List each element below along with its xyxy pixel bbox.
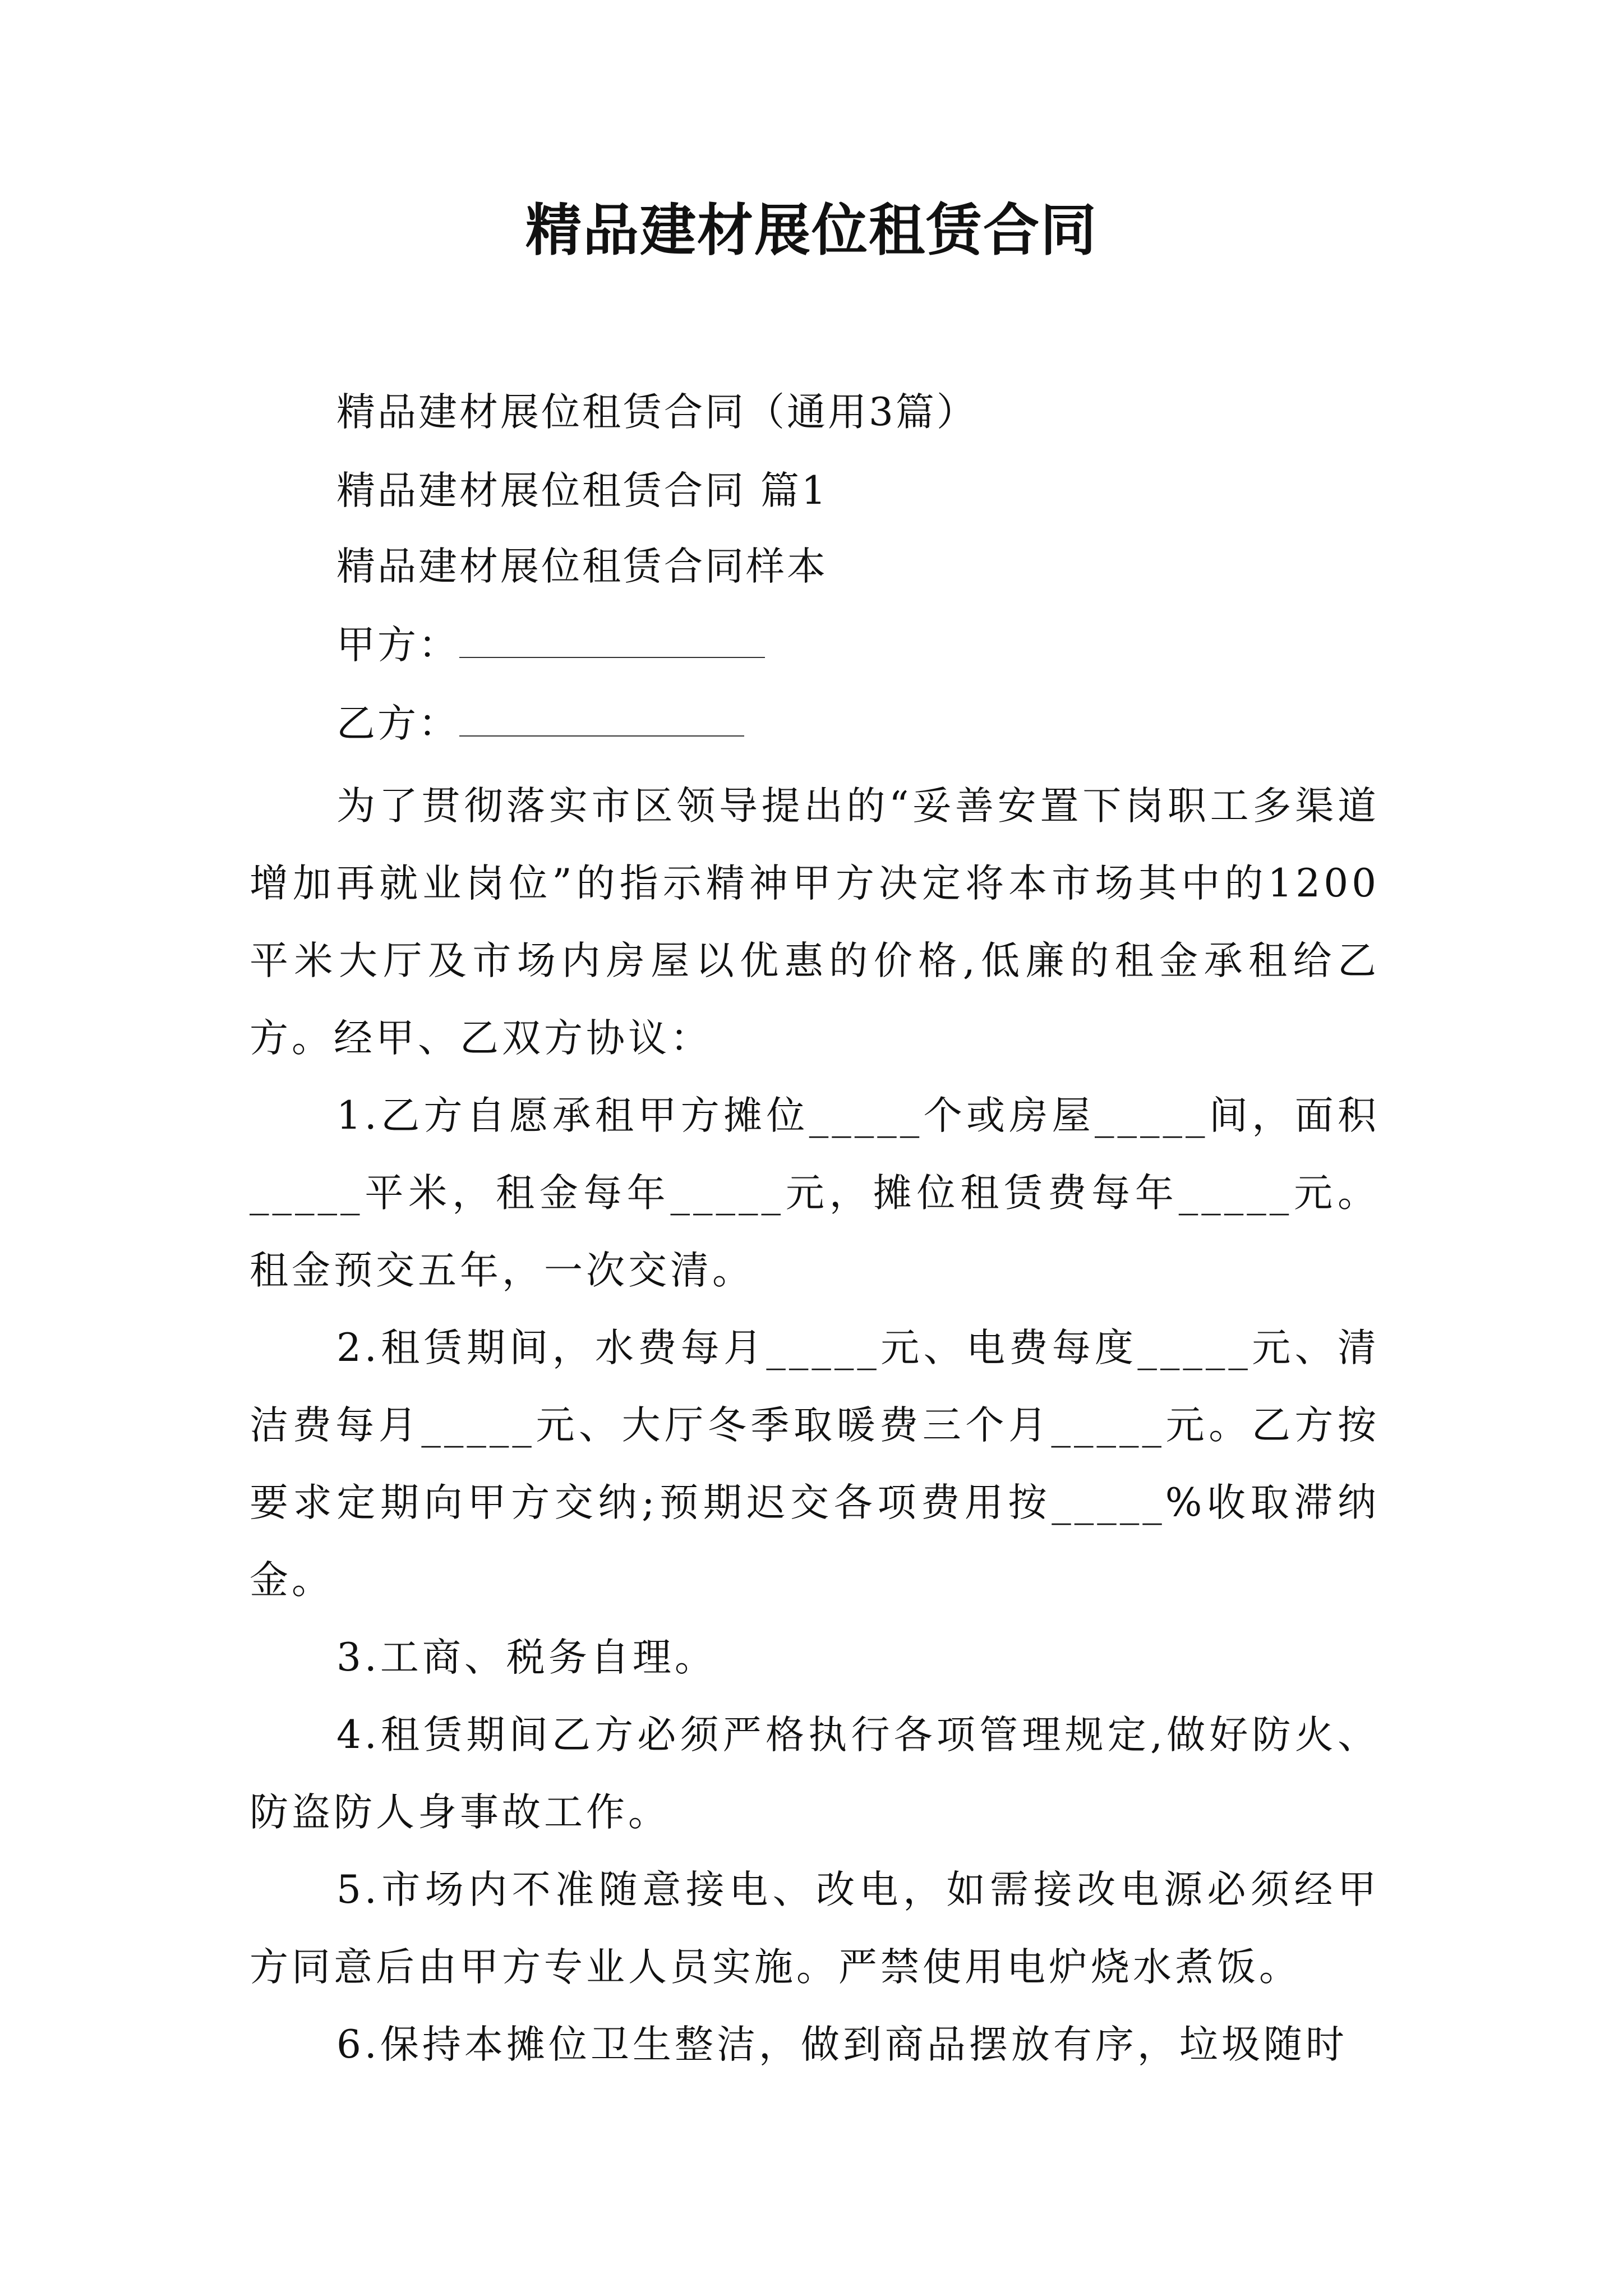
party-b-line (336, 696, 744, 752)
party-a-line (336, 617, 765, 673)
subtitle-general: 精品建材展位租赁合同（通用3篇） (336, 390, 978, 435)
paragraph-clause-4: 4.租赁期间乙方必须严格执行各项管理规定,做好防火、防盗防人身事故工作。 (250, 1713, 1380, 1835)
paragraph-clause-1: 1.乙方自愿承租甲方摊位_____个或房屋_____间，面积_____平米，租金每年_____元，摊位租赁费每年_____元。租金预交五年，一次交清。 (250, 1093, 1380, 1293)
paragraph-clause-5: 5.市场内不准随意接电、改电，如需接改电源必须经甲方同意后由甲方专业人员实施。严禁使用电炉烧水煮饭。 (250, 1867, 1380, 1990)
paragraph-intro: 为了贯彻落实市区领导提出的“妥善安置下岗职工多渠道增加再就业岗位”的指示精神甲方决定将本市场其中的1200平米大厅及市场内房屋以优惠的价格,低廉的租金承租给乙方。经甲、乙双方协议： (250, 784, 1380, 1061)
paragraph-clause-6: 6.保持本摊位卫生整洁，做到商品摆放有序，垃圾随时 (336, 2022, 1348, 2067)
paragraph-clause-3: 3.工商、税务自理。 (336, 1635, 717, 1680)
party-a-label: 甲方： (336, 623, 459, 668)
party-b-blank[interactable] (459, 697, 744, 737)
sample-heading: 精品建材展位租赁合同样本 (336, 544, 828, 589)
party-a-blank[interactable] (459, 619, 765, 658)
paragraph-clause-2: 2.租赁期间，水费每月_____元、电费每度_____元、清洁费每月_____元、大厅冬季取暖费三个月_____元。乙方按要求定期向甲方交纳;预期迟交各项费用按_____%收取滞纳金。 (250, 1326, 1380, 1603)
document-title: 精品建材展位租赁合同 (525, 197, 1098, 263)
party-b-label: 乙方： (336, 701, 459, 746)
contract-body (250, 767, 1380, 2083)
chapter-heading: 精品建材展位租赁合同 篇1 (336, 468, 828, 513)
